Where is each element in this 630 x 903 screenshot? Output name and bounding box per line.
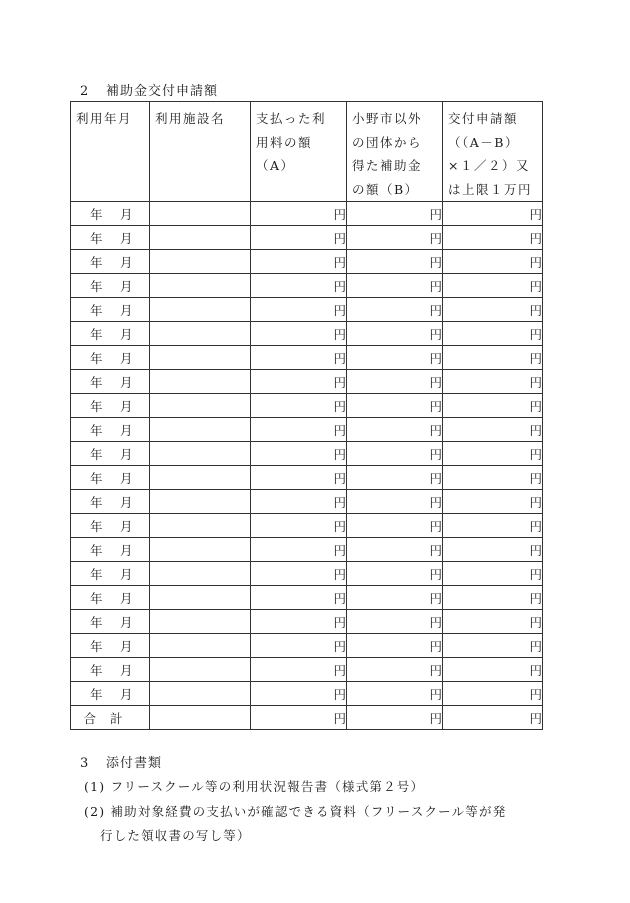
facility-name-cell[interactable] (150, 610, 251, 634)
month-label: 月 (120, 614, 133, 630)
year-label: 年 (90, 686, 103, 702)
application-amount-cell[interactable] (443, 226, 543, 250)
header-line: 用料の額 (256, 134, 313, 150)
paid-fee-cell[interactable] (251, 658, 347, 682)
section-2-heading (80, 80, 218, 99)
other-subsidy-cell[interactable] (347, 490, 443, 514)
header-line: の額（B） (352, 181, 419, 197)
usage-month-cell[interactable] (71, 514, 150, 538)
facility-name-cell[interactable] (150, 394, 251, 418)
paid-fee-cell[interactable] (251, 394, 347, 418)
table-row (71, 658, 543, 682)
paid-fee-cell[interactable] (251, 346, 347, 370)
yen-unit: 円 (429, 254, 442, 270)
facility-name-cell[interactable] (150, 370, 251, 394)
yen-unit: 円 (429, 542, 442, 558)
table-row (71, 394, 543, 418)
application-amount-cell[interactable] (443, 586, 543, 610)
usage-month-cell[interactable] (71, 442, 150, 466)
paid-fee-cell[interactable] (251, 490, 347, 514)
facility-name-cell[interactable] (150, 658, 251, 682)
other-subsidy-cell[interactable] (347, 298, 443, 322)
usage-month-cell[interactable] (71, 586, 150, 610)
usage-month-cell[interactable] (71, 202, 150, 226)
yen-unit: 円 (429, 518, 442, 534)
section-2-title: 補助金交付申請額 (106, 84, 219, 99)
application-amount-cell[interactable] (443, 322, 543, 346)
year-label: 年 (90, 350, 103, 366)
other-subsidy-cell[interactable] (347, 562, 443, 586)
other-subsidy-cell[interactable] (347, 658, 443, 682)
usage-month-cell[interactable] (71, 610, 150, 634)
yen-unit: 円 (333, 350, 346, 366)
attachment-item-1: (1) フリースクール等の利用状況報告書（様式第２号） (84, 779, 425, 794)
month-label: 月 (120, 302, 133, 318)
paid-fee-cell[interactable] (251, 514, 347, 538)
yen-unit: 円 (429, 638, 442, 654)
section-3-heading (80, 752, 162, 771)
usage-month-cell[interactable] (71, 466, 150, 490)
application-amount-cell[interactable] (443, 466, 543, 490)
facility-name-cell[interactable] (150, 682, 251, 706)
application-amount-cell[interactable] (443, 418, 543, 442)
total-other-subsidy-cell[interactable] (347, 706, 443, 730)
total-facility-cell (150, 706, 251, 730)
header-line: 小野市以外 (352, 111, 423, 126)
month-label: 月 (120, 494, 133, 510)
paid-fee-cell[interactable] (251, 442, 347, 466)
application-amount-cell[interactable] (443, 514, 543, 538)
paid-fee-cell[interactable] (251, 322, 347, 346)
paid-fee-cell[interactable] (251, 298, 347, 322)
other-subsidy-cell[interactable] (347, 250, 443, 274)
total-label: 合計 (71, 706, 150, 730)
yen-unit: 円 (333, 518, 346, 534)
yen-unit: 円 (429, 710, 442, 726)
yen-unit: 円 (529, 374, 542, 390)
other-subsidy-cell[interactable] (347, 682, 443, 706)
table-row (71, 514, 543, 538)
yen-unit: 円 (529, 326, 542, 342)
header-line: 支払った利 (256, 111, 327, 126)
paid-fee-cell[interactable] (251, 370, 347, 394)
yen-unit: 円 (429, 230, 442, 246)
header-line: （（A－B） (448, 134, 519, 150)
facility-name-cell[interactable] (150, 562, 251, 586)
application-amount-cell[interactable] (443, 274, 543, 298)
header-line: 得た補助金 (352, 158, 423, 173)
year-label: 年 (90, 206, 103, 222)
paid-fee-cell[interactable] (251, 634, 347, 658)
month-label: 月 (120, 278, 133, 294)
month-label: 月 (120, 374, 133, 390)
total-row (71, 706, 543, 730)
usage-month-cell[interactable] (71, 562, 150, 586)
month-label: 月 (120, 350, 133, 366)
yen-unit: 円 (333, 302, 346, 318)
header-paid-fee (251, 102, 347, 202)
header-line: は上限１万円 (448, 181, 533, 197)
application-amount-cell[interactable] (443, 394, 543, 418)
facility-name-cell[interactable] (150, 226, 251, 250)
paid-fee-cell[interactable] (251, 274, 347, 298)
yen-unit: 円 (529, 230, 542, 246)
month-label: 月 (120, 326, 133, 342)
year-label: 年 (90, 230, 103, 246)
section-3-number: 3 (80, 756, 90, 771)
yen-unit: 円 (429, 326, 442, 342)
header-line: ×１／２）又 (448, 158, 530, 173)
table-row (71, 586, 543, 610)
month-label: 月 (120, 638, 133, 654)
table-row (71, 370, 543, 394)
other-subsidy-cell[interactable] (347, 634, 443, 658)
paid-fee-cell[interactable] (251, 226, 347, 250)
month-label: 月 (120, 542, 133, 558)
yen-unit: 円 (333, 614, 346, 630)
other-subsidy-cell[interactable] (347, 346, 443, 370)
month-label: 月 (120, 446, 133, 462)
usage-month-cell[interactable] (71, 490, 150, 514)
yen-unit: 円 (333, 278, 346, 294)
yen-unit: 円 (333, 398, 346, 414)
application-amount-cell[interactable] (443, 202, 543, 226)
year-label: 年 (90, 374, 103, 390)
facility-name-cell[interactable] (150, 490, 251, 514)
header-line: の団体から (352, 134, 423, 150)
yen-unit: 円 (529, 614, 542, 630)
usage-month-cell[interactable] (71, 682, 150, 706)
yen-unit: 円 (429, 614, 442, 630)
facility-name-cell[interactable] (150, 298, 251, 322)
year-label: 年 (90, 398, 103, 414)
yen-unit: 円 (429, 494, 442, 510)
other-subsidy-cell[interactable] (347, 394, 443, 418)
usage-month-cell[interactable] (71, 274, 150, 298)
table-body (71, 202, 543, 730)
month-label: 月 (120, 206, 133, 222)
yen-unit: 円 (429, 686, 442, 702)
facility-name-cell[interactable] (150, 634, 251, 658)
table-header-row (71, 102, 543, 202)
table-row (71, 298, 543, 322)
month-label: 月 (120, 590, 133, 606)
yen-unit: 円 (333, 710, 346, 726)
year-label: 年 (90, 566, 103, 582)
usage-month-cell[interactable] (71, 394, 150, 418)
yen-unit: 円 (333, 230, 346, 246)
header-line: （A） (256, 158, 295, 173)
yen-unit: 円 (529, 566, 542, 582)
facility-name-cell[interactable] (150, 250, 251, 274)
month-label: 月 (120, 518, 133, 534)
table-row (71, 682, 543, 706)
yen-unit: 円 (333, 446, 346, 462)
yen-unit: 円 (529, 446, 542, 462)
usage-month-cell[interactable] (71, 538, 150, 562)
yen-unit: 円 (429, 470, 442, 486)
usage-month-cell[interactable] (71, 370, 150, 394)
paid-fee-cell[interactable] (251, 538, 347, 562)
yen-unit: 円 (333, 494, 346, 510)
usage-month-cell[interactable] (71, 322, 150, 346)
yen-unit: 円 (333, 662, 346, 678)
month-label: 月 (120, 470, 133, 486)
yen-unit: 円 (333, 206, 346, 222)
header-application-amount (443, 102, 543, 202)
usage-month-cell[interactable] (71, 346, 150, 370)
paid-fee-cell[interactable] (251, 682, 347, 706)
paid-fee-cell[interactable] (251, 610, 347, 634)
yen-unit: 円 (529, 494, 542, 510)
yen-unit: 円 (529, 206, 542, 222)
year-label: 年 (90, 278, 103, 294)
month-label: 月 (120, 230, 133, 246)
other-subsidy-cell[interactable] (347, 274, 443, 298)
other-subsidy-cell[interactable] (347, 538, 443, 562)
header-other-subsidy (347, 102, 443, 202)
application-amount-cell[interactable] (443, 442, 543, 466)
yen-unit: 円 (333, 542, 346, 558)
table-row (71, 610, 543, 634)
paid-fee-cell[interactable] (251, 466, 347, 490)
month-label: 月 (120, 422, 133, 438)
header-line: 交付申請額 (448, 111, 519, 126)
yen-unit: 円 (429, 566, 442, 582)
application-amount-cell[interactable] (443, 346, 543, 370)
other-subsidy-cell[interactable] (347, 442, 443, 466)
facility-name-cell[interactable] (150, 418, 251, 442)
other-subsidy-cell[interactable] (347, 322, 443, 346)
year-label: 年 (90, 542, 103, 558)
year-label: 年 (90, 302, 103, 318)
month-label: 月 (120, 398, 133, 414)
attachment-item-2-continued: 行した領収書の写し等） (100, 828, 251, 843)
yen-unit: 円 (333, 686, 346, 702)
other-subsidy-cell[interactable] (347, 418, 443, 442)
yen-unit: 円 (529, 710, 542, 726)
yen-unit: 円 (333, 254, 346, 270)
other-subsidy-cell[interactable] (347, 586, 443, 610)
section-2-number: 2 (80, 84, 90, 99)
table-row (71, 442, 543, 466)
facility-name-cell[interactable] (150, 538, 251, 562)
header-usage-month (71, 102, 150, 202)
application-amount-cell[interactable] (443, 562, 543, 586)
yen-unit: 円 (333, 638, 346, 654)
table-row (71, 346, 543, 370)
yen-unit: 円 (429, 206, 442, 222)
table-row (71, 202, 543, 226)
application-amount-cell[interactable] (443, 682, 543, 706)
table-row (71, 634, 543, 658)
usage-month-cell[interactable] (71, 298, 150, 322)
yen-unit: 円 (333, 374, 346, 390)
usage-month-cell[interactable] (71, 418, 150, 442)
year-label: 年 (90, 638, 103, 654)
usage-month-cell[interactable] (71, 634, 150, 658)
yen-unit: 円 (529, 302, 542, 318)
yen-unit: 円 (333, 590, 346, 606)
month-label: 月 (120, 254, 133, 270)
year-label: 年 (90, 326, 103, 342)
usage-month-cell[interactable] (71, 226, 150, 250)
other-subsidy-cell[interactable] (347, 466, 443, 490)
table-row (71, 274, 543, 298)
yen-unit: 円 (429, 398, 442, 414)
facility-name-cell[interactable] (150, 514, 251, 538)
facility-name-cell[interactable] (150, 202, 251, 226)
application-amount-cell[interactable] (443, 634, 543, 658)
table-row (71, 562, 543, 586)
yen-unit: 円 (529, 518, 542, 534)
yen-unit: 円 (429, 302, 442, 318)
application-amount-cell[interactable] (443, 490, 543, 514)
facility-name-cell[interactable] (150, 322, 251, 346)
year-label: 年 (90, 662, 103, 678)
section-3-title: 添付書類 (106, 756, 163, 771)
other-subsidy-cell[interactable] (347, 370, 443, 394)
year-label: 年 (90, 446, 103, 462)
yen-unit: 円 (429, 662, 442, 678)
yen-unit: 円 (529, 422, 542, 438)
yen-unit: 円 (429, 278, 442, 294)
year-label: 年 (90, 614, 103, 630)
paid-fee-cell[interactable] (251, 586, 347, 610)
usage-month-cell[interactable] (71, 658, 150, 682)
paid-fee-cell[interactable] (251, 250, 347, 274)
total-paid-fee-cell[interactable] (251, 706, 347, 730)
application-amount-cell[interactable] (443, 538, 543, 562)
yen-unit: 円 (529, 470, 542, 486)
yen-unit: 円 (529, 542, 542, 558)
yen-unit: 円 (429, 422, 442, 438)
yen-unit: 円 (529, 398, 542, 414)
yen-unit: 円 (529, 350, 542, 366)
other-subsidy-cell[interactable] (347, 514, 443, 538)
year-label: 年 (90, 518, 103, 534)
table-row (71, 418, 543, 442)
application-amount-cell[interactable] (443, 610, 543, 634)
year-label: 年 (90, 494, 103, 510)
table-row (71, 250, 543, 274)
yen-unit: 円 (429, 350, 442, 366)
year-label: 年 (90, 254, 103, 270)
facility-name-cell[interactable] (150, 586, 251, 610)
year-label: 年 (90, 470, 103, 486)
table-row (71, 490, 543, 514)
yen-unit: 円 (429, 446, 442, 462)
other-subsidy-cell[interactable] (347, 202, 443, 226)
paid-fee-cell[interactable] (251, 202, 347, 226)
application-amount-cell[interactable] (443, 298, 543, 322)
usage-month-cell[interactable] (71, 250, 150, 274)
yen-unit: 円 (529, 686, 542, 702)
application-amount-cell[interactable] (443, 250, 543, 274)
year-label: 年 (90, 422, 103, 438)
yen-unit: 円 (333, 470, 346, 486)
yen-unit: 円 (529, 254, 542, 270)
facility-name-cell[interactable] (150, 466, 251, 490)
yen-unit: 円 (429, 590, 442, 606)
table-row (71, 226, 543, 250)
total-application-amount-cell[interactable] (443, 706, 543, 730)
header-facility-name (150, 102, 251, 202)
grant-amount-table (70, 101, 543, 730)
header-line: 利用年月 (76, 111, 133, 126)
facility-name-cell[interactable] (150, 274, 251, 298)
other-subsidy-cell[interactable] (347, 610, 443, 634)
yen-unit: 円 (529, 662, 542, 678)
table-row (71, 322, 543, 346)
yen-unit: 円 (333, 422, 346, 438)
month-label: 月 (120, 566, 133, 582)
yen-unit: 円 (333, 326, 346, 342)
table-row (71, 466, 543, 490)
month-label: 月 (120, 686, 133, 702)
yen-unit: 円 (529, 638, 542, 654)
month-label: 月 (120, 662, 133, 678)
yen-unit: 円 (529, 278, 542, 294)
yen-unit: 円 (429, 374, 442, 390)
attachment-item-2: (2) 補助対象経費の支払いが確認できる資料（フリースクール等が発 (84, 804, 507, 819)
application-amount-cell[interactable] (443, 370, 543, 394)
yen-unit: 円 (529, 590, 542, 606)
table-row (71, 538, 543, 562)
year-label: 年 (90, 590, 103, 606)
yen-unit: 円 (333, 566, 346, 582)
paid-fee-cell[interactable] (251, 418, 347, 442)
facility-name-cell[interactable] (150, 442, 251, 466)
other-subsidy-cell[interactable] (347, 226, 443, 250)
header-line: 利用施設名 (155, 111, 226, 126)
application-amount-cell[interactable] (443, 658, 543, 682)
paid-fee-cell[interactable] (251, 562, 347, 586)
facility-name-cell[interactable] (150, 346, 251, 370)
